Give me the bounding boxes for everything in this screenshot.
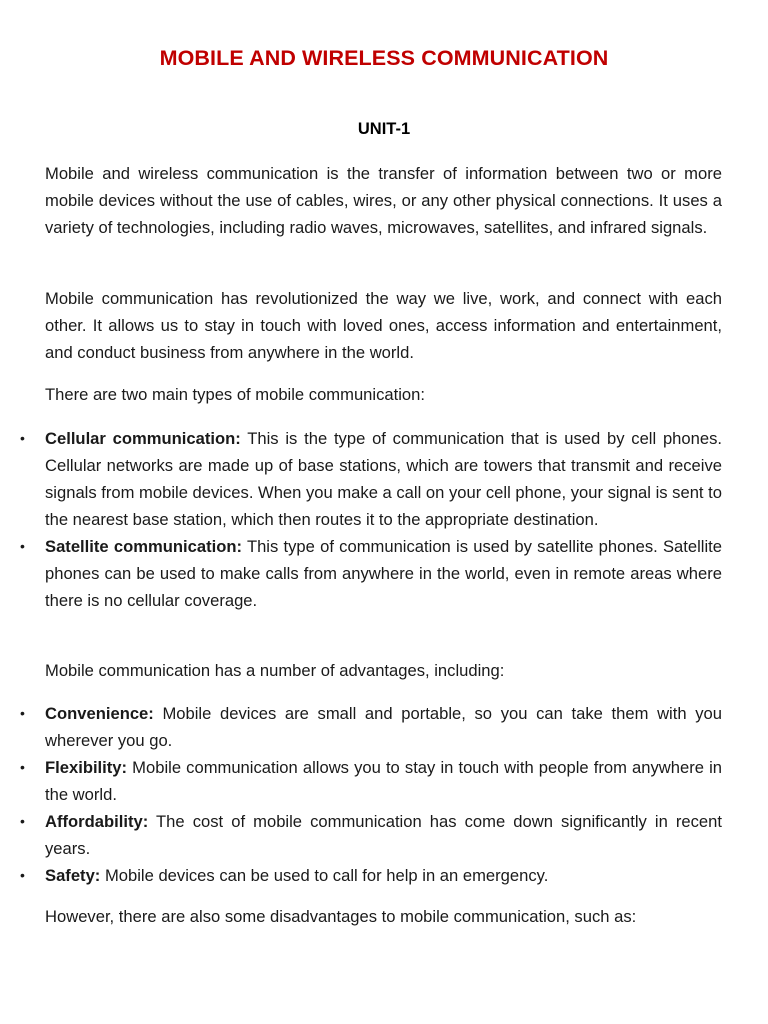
types-intro-paragraph: There are two main types of mobile communication: xyxy=(45,385,425,404)
list-item-text: Mobile devices can be used to call for help in an emergency. xyxy=(100,866,549,885)
unit-heading: UNIT-1 xyxy=(357,120,411,138)
list-item-term: Convenience: xyxy=(45,704,154,723)
list-item-satellite xyxy=(20,533,722,614)
bullet-icon: • xyxy=(20,759,25,775)
list-item-convenience xyxy=(20,700,722,754)
advantages-list xyxy=(20,700,722,889)
bullet-icon: • xyxy=(20,867,25,883)
list-item-term: Flexibility: xyxy=(45,758,128,777)
list-item-text: This is the type of communication that is used by cell phones. Cellular networks are made up of base stations, which are towers that transmit and receive signals from mobile devices. When you make a call on your cell phone, your signal is sent to the nearest base station, which then routes it to the appropriate destination. xyxy=(45,429,722,529)
list-item-term: Cellular communication: xyxy=(45,429,241,448)
list-item-text: Mobile communication allows you to stay in touch with people from anywhere in the world. xyxy=(45,758,722,804)
list-item-term: Affordability: xyxy=(45,812,149,831)
list-item-text: Mobile devices are small and portable, so you can take them with you wherever you go. xyxy=(45,704,722,750)
bullet-icon: • xyxy=(20,430,25,446)
communication-types-list xyxy=(20,425,722,614)
list-item-text: The cost of mobile communication has come down significantly in recent years. xyxy=(45,812,722,858)
intro-paragraph: Mobile and wireless communication is the transfer of information between two or more mobile devices without the use of cables, wires, or any other physical connections. It uses a variety of technologies, including radio waves, microwaves, satellites, and infrared signals. xyxy=(45,164,722,237)
bullet-icon: • xyxy=(20,705,25,721)
revolution-paragraph: Mobile communication has revolutionized the way we live, work, and connect with each other. It allows us to stay in touch with loved ones, access information and entertainment, and conduct business from anywhere in the world. xyxy=(45,289,722,362)
bullet-icon: • xyxy=(20,813,25,829)
advantages-intro-paragraph: Mobile communication has a number of advantages, including: xyxy=(45,661,505,680)
list-item-term: Safety: xyxy=(45,866,101,885)
bullet-icon: • xyxy=(20,538,25,554)
list-item-cellular xyxy=(20,425,722,533)
disadvantages-intro-paragraph: However, there are also some disadvantages to mobile communication, such as: xyxy=(45,907,637,926)
list-item-text: This type of communication is used by satellite phones. Satellite phones can be used to make calls from anywhere in the world, even in remote areas where there is no cellular coverage. xyxy=(45,537,722,610)
list-item-term: Satellite communication: xyxy=(45,537,243,556)
list-item-affordability xyxy=(20,808,722,862)
list-item-safety xyxy=(20,862,722,889)
document-title: MOBILE AND WIRELESS COMMUNICATION xyxy=(159,46,609,70)
list-item-flexibility xyxy=(20,754,722,808)
